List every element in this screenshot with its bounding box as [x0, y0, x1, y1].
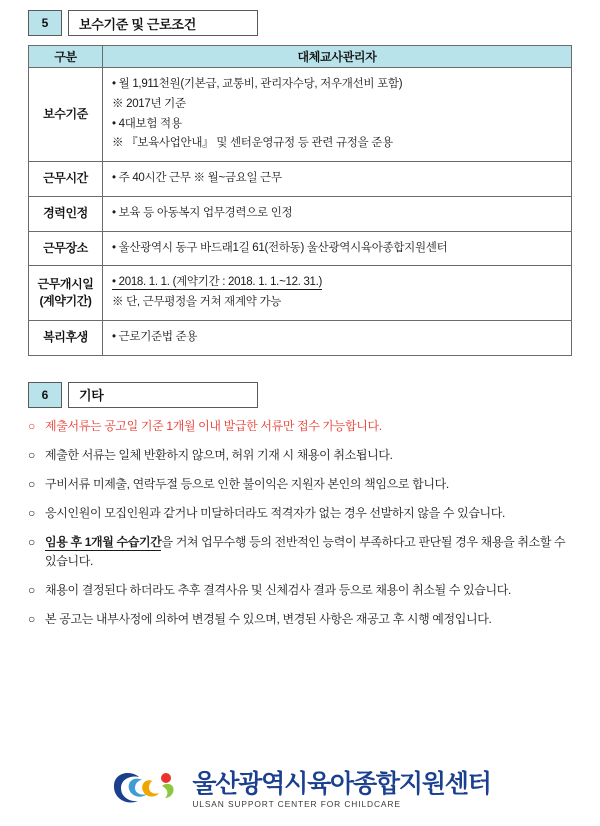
- pay-conditions-table: [28, 45, 572, 356]
- logo-text-block: [192, 771, 490, 809]
- bullet-circle-icon: ○: [28, 476, 35, 491]
- note-text: 본 공고는 내부사정에 의하여 변경될 수 있으며, 변경된 사항은 재공고 후 시행 예정입니다.: [45, 611, 492, 626]
- row-body-work-place: [103, 231, 572, 266]
- organization-logo: [109, 768, 490, 812]
- row-line: • 근로기준법 준용: [112, 330, 198, 343]
- section-heading-etc: [28, 382, 572, 408]
- row-line: • 4대보험 적용: [112, 117, 182, 130]
- table-row: [29, 162, 572, 197]
- row-line: • 월 1,911천원(기본급, 교통비, 관리자수당, 저우개선비 포함): [112, 78, 403, 90]
- row-line: ※ 단, 근무평정을 거쳐 재계약 가능: [112, 296, 282, 309]
- note-text-rest: 을 거쳐 업무수행 등의 전반적인 능력이 부족하다고 판단될 경우 채용을 취소할 수 있습니다.: [45, 535, 566, 568]
- note-emphasis: 임용 후 1개월 수습기간: [45, 535, 162, 550]
- note-text: 구비서류 미제출, 연락두절 등으로 인한 불이익은 지원자 본인의 책임으로 합니다.: [45, 476, 449, 491]
- sc-logo-symbol-icon: [109, 768, 183, 812]
- note-text: [45, 533, 574, 570]
- row-body-career-credit: [103, 196, 572, 231]
- table-row: [29, 231, 572, 266]
- row-label-start-date: [29, 266, 103, 321]
- row-body-work-hours: [103, 162, 572, 197]
- note-text: 채용이 결정된다 하더라도 추후 결격사유 및 신체검사 결과 등으로 채용이 취소될 수 있습니다.: [45, 582, 511, 597]
- row-label-line: 근무개시일 (계약기간): [37, 276, 94, 309]
- bullet-circle-icon: ○: [28, 505, 35, 520]
- row-line: ※ 『보육사업안내』 및 센터운영규정 등 관련 규정을 준용: [112, 137, 393, 150]
- table-header-cell-division: 구분: [29, 46, 103, 68]
- list-item: [28, 581, 574, 600]
- note-text: 제출서류는 공고일 기준 1개월 이내 발급한 서류만 접수 가능합니다.: [45, 418, 382, 433]
- table-row: [29, 68, 572, 162]
- section-title: 보수기준 및 근로조건: [68, 10, 258, 36]
- bullet-circle-icon: ○: [28, 535, 35, 550]
- row-label-career-credit: 경력인정: [29, 196, 103, 231]
- row-line: • 울산광역시 동구 바드래1길 61(전하동) 울산광역시육아종합지원센터: [112, 241, 448, 254]
- row-line-emphasized: [112, 273, 562, 293]
- section-number-badge: 6: [28, 382, 62, 408]
- table-row: [29, 266, 572, 321]
- row-line: • 주 40시간 근무 ※ 월~금요일 근무: [112, 172, 282, 185]
- list-item: [28, 533, 574, 570]
- row-label-work-hours: 근무시간: [29, 162, 103, 197]
- row-line: • 보육 등 아동복지 업무경력으로 인정: [112, 206, 293, 219]
- bullet-circle-icon: ○: [28, 611, 35, 626]
- underlined-text: • 2018. 1. 1. (계약기간 : 2018. 1. 1.~12. 31.): [112, 276, 323, 289]
- bullet-circle-icon: ○: [28, 447, 35, 462]
- list-item: [28, 504, 574, 523]
- list-item: [28, 446, 574, 465]
- row-label-welfare: 복리후생: [29, 320, 103, 355]
- row-body-start-date: [103, 266, 572, 321]
- note-text: 제출한 서류는 일체 반환하지 않으며, 허위 기재 시 채용이 취소됩니다.: [45, 447, 393, 462]
- bullet-circle-icon: ○: [28, 418, 35, 433]
- row-body-welfare: [103, 320, 572, 355]
- row-body-pay-standard: [103, 68, 572, 162]
- footer: [0, 768, 600, 812]
- bullet-circle-icon: ○: [28, 582, 35, 597]
- organization-name-en: ULSAN SUPPORT CENTER FOR CHILDCARE: [192, 799, 401, 810]
- table-header-row: [29, 46, 572, 68]
- row-label-work-place: 근무장소: [29, 231, 103, 266]
- organization-name-kr: 울산광역시육아종합지원센터: [192, 769, 491, 798]
- table-header-cell-role: 대체교사관리자: [103, 46, 572, 68]
- notes-list: [28, 417, 574, 629]
- list-item: [28, 610, 574, 629]
- table-row: [29, 196, 572, 231]
- list-item: [28, 417, 574, 436]
- note-text: 응시인원이 모집인원과 같거나 미달하더라도 적격자가 없는 경우 선발하지 않을 수 있습니다.: [45, 505, 506, 520]
- section-heading-pay: [28, 10, 572, 36]
- table-row: [29, 320, 572, 355]
- row-label-pay-standard: 보수기준: [29, 68, 103, 162]
- list-item: [28, 475, 574, 494]
- section-title: 기타: [68, 382, 258, 408]
- row-line: ※ 2017년 기준: [112, 97, 186, 110]
- section-number-badge: 5: [28, 10, 62, 36]
